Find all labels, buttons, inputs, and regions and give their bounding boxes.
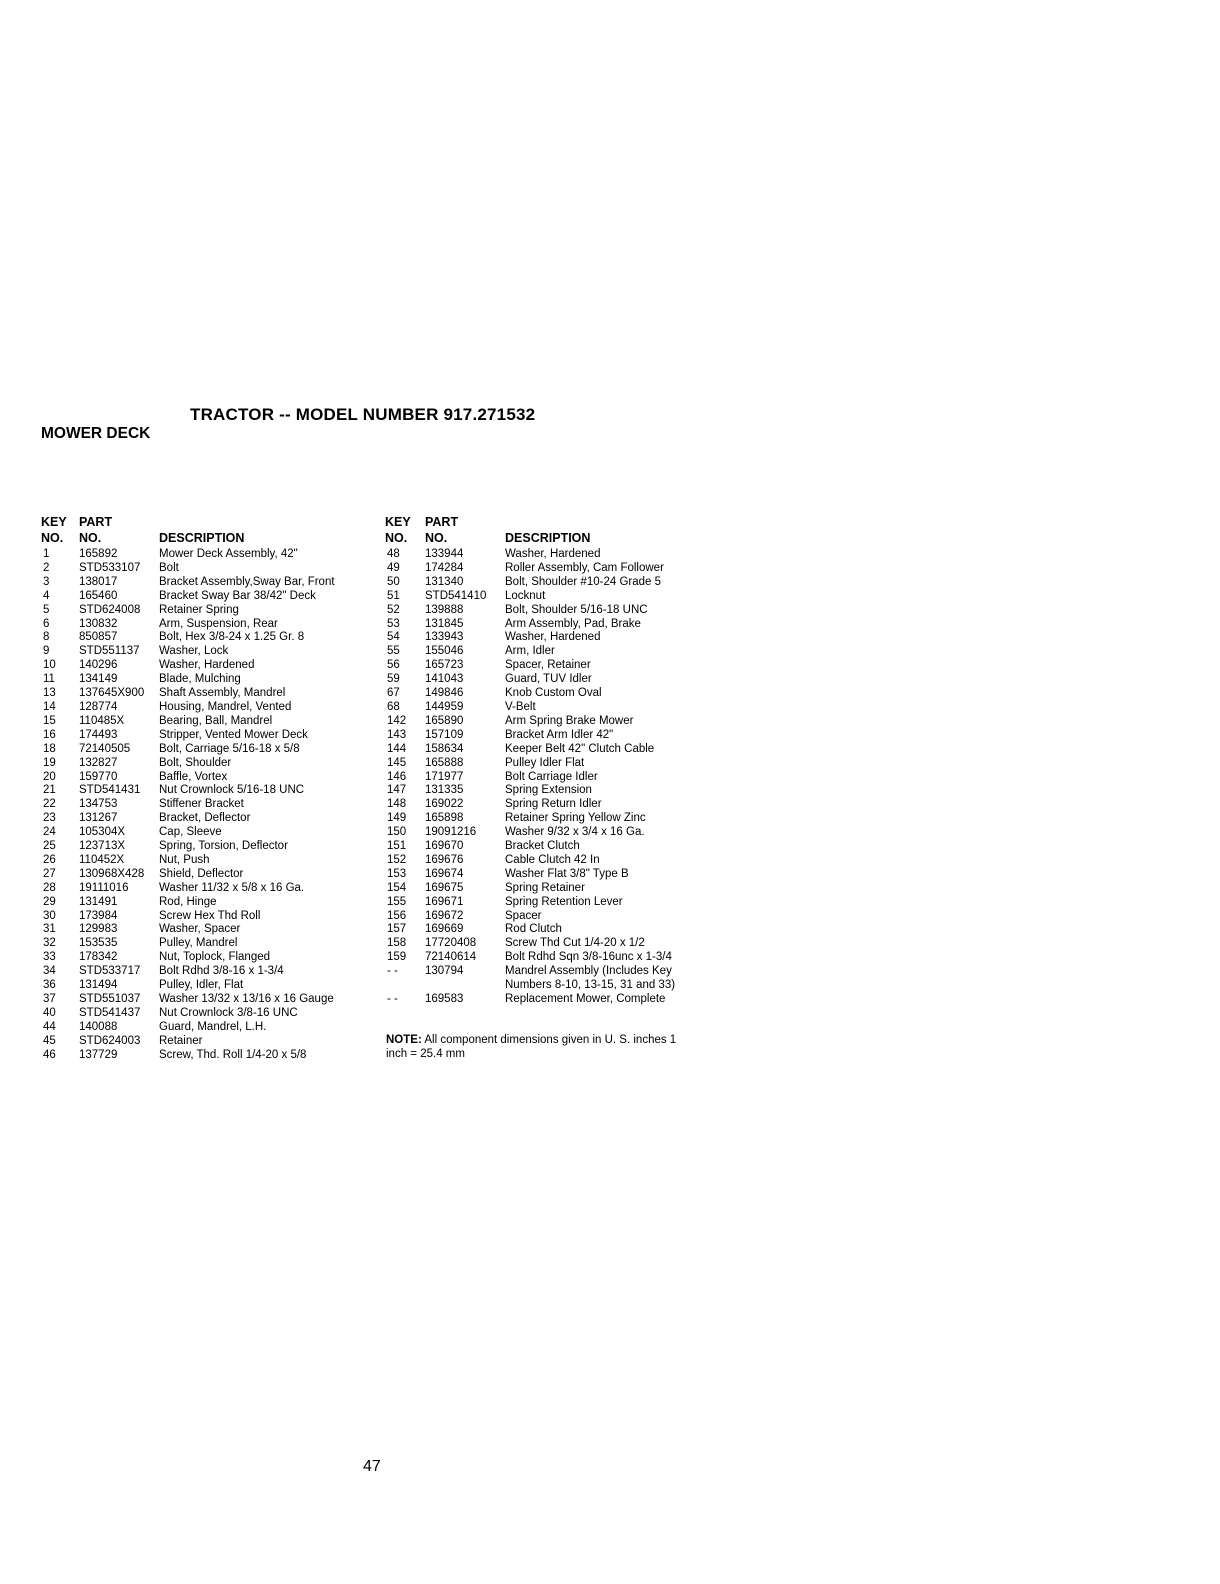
key-number: 33	[43, 951, 56, 964]
part-number: STD551037	[79, 993, 141, 1005]
part-description: Guard, Mandrel, L.H.	[159, 1020, 267, 1033]
parts-table-left	[41, 516, 349, 1063]
table-row	[41, 562, 349, 576]
key-number: 148	[387, 798, 407, 811]
part-description: Washer Flat 3/8" Type B	[505, 867, 629, 880]
table-row	[41, 701, 349, 715]
part-description: Bolt Rdhd Sqn 3/8-16unc x 1-3/4	[505, 951, 672, 964]
header-key: KEY	[385, 515, 411, 529]
table-header-left	[41, 516, 349, 548]
part-description: Knob Custom Oval	[505, 687, 602, 700]
part-number: STD551137	[79, 645, 140, 658]
part-description: Bracket Arm Idler 42"	[505, 728, 614, 741]
key-number: 49	[387, 561, 400, 574]
parts-table-right	[385, 516, 705, 1007]
part-number: 169674	[425, 867, 464, 880]
table-row	[385, 673, 705, 687]
part-description: Washer, Hardened	[505, 631, 601, 644]
part-description: Stripper, Vented Mower Deck	[159, 728, 308, 741]
part-number: 137645X900	[79, 687, 145, 700]
part-number: 144959	[425, 700, 464, 713]
part-description: Retainer Spring Yellow Zinc	[505, 812, 646, 825]
key-number: 16	[43, 728, 56, 741]
part-number: 169583	[425, 993, 464, 1005]
part-description: Nut, Toplock, Flanged	[159, 951, 271, 964]
part-description: Shield, Deflector	[159, 867, 244, 880]
part-description: Bolt, Shoulder	[159, 756, 232, 769]
table-row	[385, 993, 705, 1007]
key-number: 14	[43, 700, 56, 713]
table-header-right	[385, 516, 705, 548]
part-description: Spacer	[505, 909, 542, 922]
key-number: 67	[387, 687, 400, 700]
part-description: Bracket, Deflector	[159, 812, 251, 825]
table-row	[41, 1035, 349, 1049]
table-row	[41, 757, 349, 771]
header-key-no: NO.	[385, 531, 408, 545]
part-description: Washer 11/32 x 5/8 x 16 Ga.	[159, 881, 305, 894]
table-row	[41, 729, 349, 743]
part-number: 134149	[79, 673, 118, 686]
table-row	[41, 979, 349, 993]
part-description: Nut, Push	[159, 853, 210, 866]
part-number: 131335	[425, 784, 464, 797]
table-row	[41, 937, 349, 951]
table-row	[385, 604, 705, 618]
table-row	[41, 868, 349, 882]
key-number: 24	[43, 826, 56, 839]
key-number: 28	[43, 881, 56, 894]
header-key-no: NO.	[41, 531, 64, 545]
part-description: Replacement Mower, Complete	[505, 993, 666, 1005]
part-number: 128774	[79, 700, 118, 713]
key-number: 34	[43, 965, 56, 978]
part-description: Bolt, Hex 3/8-24 x 1.25 Gr. 8	[159, 631, 305, 644]
table-row	[385, 784, 705, 798]
table-row	[41, 715, 349, 729]
part-number: 123713X	[79, 840, 126, 853]
part-number: 19111016	[79, 881, 129, 894]
table-row	[385, 896, 705, 910]
key-number: 152	[387, 853, 407, 866]
part-description: Arm, Suspension, Rear	[159, 617, 278, 630]
table-row	[41, 771, 349, 785]
part-number: 153535	[79, 937, 118, 950]
part-number: 132827	[79, 756, 118, 769]
part-number: 169671	[425, 895, 464, 908]
part-number: 169670	[425, 840, 464, 853]
key-number: 153	[387, 867, 407, 880]
table-row	[41, 1007, 349, 1021]
table-row	[385, 757, 705, 771]
table-row	[385, 868, 705, 882]
part-description: Washer, Lock	[159, 645, 229, 658]
key-number: 68	[387, 700, 400, 713]
part-description: Washer, Hardened	[505, 548, 601, 560]
part-number: 165460	[79, 589, 118, 602]
part-number: 110452X	[79, 853, 125, 866]
table-row	[385, 590, 705, 604]
key-number: - -	[387, 965, 398, 978]
part-number: STD624008	[79, 603, 141, 616]
table-row	[41, 812, 349, 826]
part-number: 178342	[79, 951, 118, 964]
part-description: Pulley, Idler, Flat	[159, 979, 244, 992]
header-description: DESCRIPTION	[505, 531, 591, 545]
part-number: 149846	[425, 687, 464, 700]
part-number: 105304X	[79, 826, 126, 839]
key-number: 6	[43, 617, 50, 630]
table-row	[41, 687, 349, 701]
part-number: 72140614	[425, 951, 477, 964]
table-row	[385, 631, 705, 645]
key-number: 48	[387, 548, 400, 560]
part-number: 72140505	[79, 742, 131, 755]
part-number: STD533107	[79, 561, 141, 574]
key-number: 11	[43, 673, 55, 686]
key-number: 45	[43, 1034, 56, 1047]
table-row	[41, 784, 349, 798]
parts-list-right	[385, 548, 705, 1007]
table-row	[41, 548, 349, 562]
part-description: Screw Thd Cut 1/4-20 x 1/2	[505, 937, 645, 950]
key-number: 144	[387, 742, 407, 755]
table-row	[385, 729, 705, 743]
part-number: 131494	[79, 979, 118, 992]
part-description: Pulley, Mandrel	[159, 937, 238, 950]
key-number: 5	[43, 603, 50, 616]
key-number: 36	[43, 979, 56, 992]
part-description: Shaft Assembly, Mandrel	[159, 687, 286, 700]
part-number: 137729	[79, 1048, 118, 1061]
part-description: Arm Assembly, Pad, Brake	[505, 617, 641, 630]
header-description: DESCRIPTION	[159, 531, 245, 545]
table-row	[385, 771, 705, 785]
part-description: Cap, Sleeve	[159, 826, 222, 839]
table-row	[385, 937, 705, 951]
part-description: Bracket Sway Bar 38/42" Deck	[159, 589, 316, 602]
part-number: 131340	[425, 575, 464, 588]
part-description: Bolt, Carriage 5/16-18 x 5/8	[159, 742, 300, 755]
part-number: STD624003	[79, 1034, 141, 1047]
key-number: 2	[43, 561, 50, 574]
key-number: 4	[43, 589, 50, 602]
part-description: Spring Retention Lever	[505, 895, 623, 908]
part-description: Arm, Idler	[505, 645, 555, 658]
table-row	[41, 743, 349, 757]
table-row	[41, 826, 349, 840]
table-row	[41, 910, 349, 924]
part-number: 174284	[425, 561, 464, 574]
table-row	[41, 1049, 349, 1063]
table-row	[41, 618, 349, 632]
key-number: 26	[43, 853, 56, 866]
part-number: 141043	[425, 673, 464, 686]
part-number: 174493	[79, 728, 118, 741]
part-number: 165723	[425, 659, 464, 672]
parts-list-left	[41, 548, 349, 1063]
key-number: 54	[387, 631, 400, 644]
key-number: 25	[43, 840, 56, 853]
part-description: Bearing, Ball, Mandrel	[159, 714, 273, 727]
part-number: 169022	[425, 798, 464, 811]
part-description: Mandrel Assembly (Includes Key Numbers 8-10, 13-15, 31 and 33)	[505, 965, 676, 992]
part-description: Washer, Spacer	[159, 923, 241, 936]
table-row	[41, 798, 349, 812]
key-number: 8	[43, 631, 50, 644]
page-title: TRACTOR -- MODEL NUMBER 917.271532	[190, 405, 536, 424]
key-number: 156	[387, 909, 407, 922]
part-number: 157109	[425, 728, 464, 741]
table-row	[385, 826, 705, 840]
part-number: 171977	[425, 770, 464, 783]
part-number: 110485X	[79, 714, 125, 727]
part-description: Retainer Spring	[159, 603, 239, 616]
table-row	[41, 1021, 349, 1035]
part-number: 165890	[425, 714, 464, 727]
key-number: 50	[387, 575, 400, 588]
note-label: NOTE:	[386, 1034, 422, 1046]
section-heading: MOWER DECK	[41, 425, 151, 442]
table-row	[385, 687, 705, 701]
part-number: 131267	[79, 812, 118, 825]
key-number: 145	[387, 756, 407, 769]
header-part: PART	[79, 515, 113, 529]
part-number: STD533717	[79, 965, 141, 978]
part-number: 165898	[425, 812, 464, 825]
part-description: Bolt Carriage Idler	[505, 770, 598, 783]
part-number: 130832	[79, 617, 118, 630]
part-number: 139888	[425, 603, 464, 616]
key-number: 146	[387, 770, 407, 783]
key-number: 157	[387, 923, 407, 936]
part-number: 17720408	[425, 937, 477, 950]
table-row	[41, 951, 349, 965]
key-number: 159	[387, 951, 407, 964]
key-number: 147	[387, 784, 407, 797]
part-description: Rod Clutch	[505, 923, 562, 936]
part-number: 169676	[425, 853, 464, 866]
key-number: 158	[387, 937, 407, 950]
part-number: 165892	[79, 548, 118, 560]
key-number: 151	[387, 840, 407, 853]
key-number: 30	[43, 909, 56, 922]
table-row	[41, 896, 349, 910]
part-description: Spring Retainer	[505, 881, 585, 894]
table-row	[41, 993, 349, 1007]
part-number: 131491	[79, 895, 118, 908]
key-number: 31	[43, 923, 56, 936]
dimension-note	[386, 1034, 686, 1062]
part-description: Blade, Mulching	[159, 673, 241, 686]
key-number: 52	[387, 603, 400, 616]
key-number: 15	[43, 714, 56, 727]
key-number: 9	[43, 645, 50, 658]
table-row	[41, 576, 349, 590]
part-description: Washer, Hardened	[159, 659, 255, 672]
part-description: Cable Clutch 42 In	[505, 853, 600, 866]
key-number: 40	[43, 1006, 56, 1019]
table-row	[385, 715, 705, 729]
part-description: Baffle, Vortex	[159, 770, 228, 783]
header-key: KEY	[41, 515, 67, 529]
key-number: 59	[387, 673, 400, 686]
part-number: 169669	[425, 923, 464, 936]
table-row	[41, 645, 349, 659]
key-number: 32	[43, 937, 56, 950]
part-description: Spring Return Idler	[505, 798, 602, 811]
table-row	[385, 618, 705, 632]
part-description: Screw, Thd. Roll 1/4-20 x 5/8	[159, 1048, 307, 1061]
table-row	[385, 645, 705, 659]
table-row	[385, 854, 705, 868]
part-number: 130794	[425, 965, 464, 978]
part-number: 850857	[79, 631, 118, 644]
key-number: 51	[387, 589, 400, 602]
part-number: 133944	[425, 548, 464, 560]
part-description: Washer 13/32 x 13/16 x 16 Gauge	[159, 993, 334, 1005]
key-number: 19	[43, 756, 56, 769]
part-number: 19091216	[425, 826, 477, 839]
part-description: Spring Extension	[505, 784, 592, 797]
part-number: 169672	[425, 909, 464, 922]
table-row	[385, 701, 705, 715]
header-part-no: NO.	[425, 531, 448, 545]
part-description: Bolt Rdhd 3/8-16 x 1-3/4	[159, 965, 284, 978]
part-description: Spring, Torsion, Deflector	[159, 840, 288, 853]
part-number: 133943	[425, 631, 464, 644]
key-number: 154	[387, 881, 407, 894]
key-number: 1	[43, 548, 50, 560]
key-number: 143	[387, 728, 407, 741]
table-row	[385, 923, 705, 937]
table-row	[41, 604, 349, 618]
key-number: 29	[43, 895, 56, 908]
header-part: PART	[425, 515, 459, 529]
part-number: STD541437	[79, 1006, 141, 1019]
key-number: 55	[387, 645, 400, 658]
part-description: Mower Deck Assembly, 42"	[159, 548, 298, 560]
part-number: 131845	[425, 617, 464, 630]
table-row	[41, 840, 349, 854]
table-row	[41, 659, 349, 673]
part-description: Roller Assembly, Cam Follower	[505, 561, 664, 574]
part-description: Nut Crownlock 5/16-18 UNC	[159, 784, 305, 797]
part-description: Screw Hex Thd Roll	[159, 909, 261, 922]
part-description: Locknut	[505, 589, 546, 602]
table-row	[385, 812, 705, 826]
part-description: Bracket Clutch	[505, 840, 580, 853]
table-row	[385, 882, 705, 896]
part-description: Bolt, Shoulder #10-24 Grade 5	[505, 575, 661, 588]
part-number: 173984	[79, 909, 118, 922]
table-row	[385, 951, 705, 965]
note-text: All component dimensions given in U. S. inches 1 inch = 25.4 mm	[386, 1034, 677, 1060]
key-number: 20	[43, 770, 56, 783]
key-number: - -	[387, 993, 398, 1005]
part-number: STD541431	[79, 784, 141, 797]
key-number: 142	[387, 714, 407, 727]
key-number: 27	[43, 867, 56, 880]
table-row	[41, 923, 349, 937]
part-description: Spacer, Retainer	[505, 659, 591, 672]
table-row	[41, 673, 349, 687]
part-number: STD541410	[425, 589, 487, 602]
part-number: 159770	[79, 770, 118, 783]
table-row	[385, 576, 705, 590]
key-number: 53	[387, 617, 400, 630]
key-number: 149	[387, 812, 407, 825]
part-description: Bracket Assembly,Sway Bar, Front	[159, 575, 335, 588]
part-description: Rod, Hinge	[159, 895, 217, 908]
part-description: Bolt, Shoulder 5/16-18 UNC	[505, 603, 648, 616]
part-description: Housing, Mandrel, Vented	[159, 700, 292, 713]
part-number: 165888	[425, 756, 464, 769]
table-row	[385, 965, 705, 993]
key-number: 22	[43, 798, 56, 811]
key-number: 37	[43, 993, 56, 1005]
part-number: 169675	[425, 881, 464, 894]
key-number: 13	[43, 687, 56, 700]
key-number: 23	[43, 812, 56, 825]
header-part-no: NO.	[79, 531, 102, 545]
part-description: Bolt	[159, 561, 179, 574]
table-row	[41, 590, 349, 604]
part-description: Nut Crownlock 3/8-16 UNC	[159, 1006, 298, 1019]
key-number: 3	[43, 575, 50, 588]
key-number: 18	[43, 742, 56, 755]
page-number: 47	[363, 1458, 381, 1475]
part-description: Keeper Belt 42" Clutch Cable	[505, 742, 655, 755]
part-number: 130968X428	[79, 867, 145, 880]
part-description: Retainer	[159, 1034, 203, 1047]
part-description: Stiffener Bracket	[159, 798, 244, 811]
key-number: 56	[387, 659, 400, 672]
part-number: 158634	[425, 742, 464, 755]
key-number: 150	[387, 826, 407, 839]
part-number: 138017	[79, 575, 118, 588]
table-row	[385, 840, 705, 854]
table-row	[41, 854, 349, 868]
part-number: 140296	[79, 659, 118, 672]
table-row	[385, 798, 705, 812]
key-number: 46	[43, 1048, 56, 1061]
part-number: 140088	[79, 1020, 118, 1033]
part-description: Arm Spring Brake Mower	[505, 714, 634, 727]
key-number: 155	[387, 895, 407, 908]
part-description: Guard, TUV Idler	[505, 673, 592, 686]
part-description: V-Belt	[505, 700, 536, 713]
part-number: 129983	[79, 923, 118, 936]
table-row	[41, 631, 349, 645]
part-description: Pulley Idler Flat	[505, 756, 585, 769]
table-row	[41, 882, 349, 896]
table-row	[385, 743, 705, 757]
key-number: 21	[43, 784, 56, 797]
part-description: Washer 9/32 x 3/4 x 16 Ga.	[505, 826, 645, 839]
table-row	[385, 659, 705, 673]
table-row	[385, 562, 705, 576]
table-row	[385, 910, 705, 924]
table-row	[385, 548, 705, 562]
key-number: 44	[43, 1020, 56, 1033]
part-number: 134753	[79, 798, 118, 811]
key-number: 10	[43, 659, 56, 672]
table-row	[41, 965, 349, 979]
part-number: 155046	[425, 645, 464, 658]
